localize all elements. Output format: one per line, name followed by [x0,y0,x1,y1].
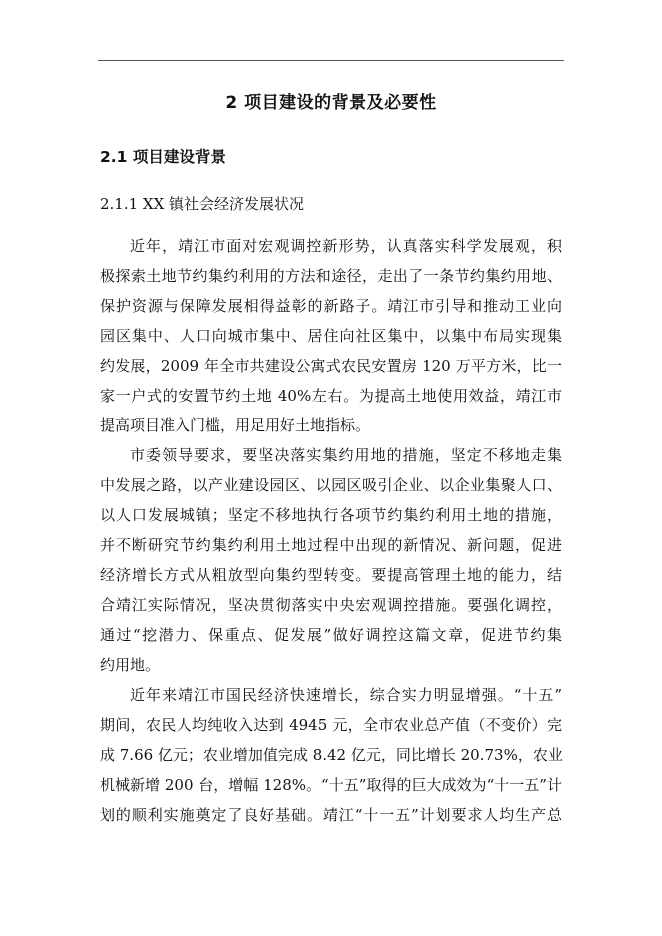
paragraph-2-line: 以人口发展城镇；坚定不移地执行各项节约集约利用土地的措施， [100,506,562,524]
paragraph-1-line: 家一户式的安置节约土地 40%左右。为提高土地使用效益，靖江市 [100,387,562,405]
subsection-title: 2.1.1 XX 镇社会经济发展状况 [100,195,305,213]
paragraph-3-line: 近年来靖江市国民经济快速增长，综合实力明显增强。“十五” [130,686,562,704]
header-rule [98,60,564,61]
paragraph-1-line: 约发展，2009 年全市共建设公寓式农民安置房 120 万平方米，比一 [100,357,562,375]
paragraph-3-line: 划的顺利实施奠定了良好基础。靖江“十一五”计划要求人均生产总 [100,806,562,824]
paragraph-1-line: 保护资源与保障发展相得益彰的新路子。靖江市引导和推动工业向 [100,297,562,315]
paragraph-2-line: 合靖江实际情况，坚决贯彻落实中央宏观调控措施。要强化调控， [100,596,562,614]
paragraph-2-line: 并不断研究节约集约利用土地过程中出现的新情况、新问题，促进 [100,536,562,554]
paragraph-2-line: 中发展之路，以产业建设园区、以园区吸引企业、以企业集聚人口、 [100,476,562,494]
paragraph-2-line: 约用地。 [100,656,161,674]
paragraph-1-line: 近年，靖江市面对宏观调控新形势，认真落实科学发展观，积 [130,237,562,255]
paragraph-3-line: 期间，农民人均纯收入达到 4945 元，全市农业总产值（不变价）完 [100,716,562,734]
paragraph-1-line: 极探索土地节约集约利用的方法和途径，走出了一条节约集约用地、 [100,267,562,285]
paragraph-2-line: 市委领导要求，要坚决落实集约用地的措施，坚定不移地走集 [130,446,562,464]
paragraph-3-line: 机械新增 200 台，增幅 128%。“十五”取得的巨大成效为“十一五”计 [100,776,562,794]
paragraph-1-line: 提高项目准入门槛，用足用好土地指标。 [100,416,371,434]
section-title: 2.1 项目建设背景 [100,148,226,166]
paragraph-2-line: 通过“挖潜力、保重点、促发展”做好调控这篇文章，促进节约集 [100,626,562,644]
chapter-title: 2 项目建设的背景及必要性 [225,93,437,113]
paragraph-3-line: 成 7.66 亿元；农业增加值完成 8.42 亿元，同比增长 20.73%，农业 [100,746,563,764]
paragraph-2-line: 经济增长方式从粗放型向集约型转变。要提高管理土地的能力，结 [100,566,562,584]
paragraph-1-line: 园区集中、人口向城市集中、居住向社区集中，以集中布局实现集 [100,327,562,345]
